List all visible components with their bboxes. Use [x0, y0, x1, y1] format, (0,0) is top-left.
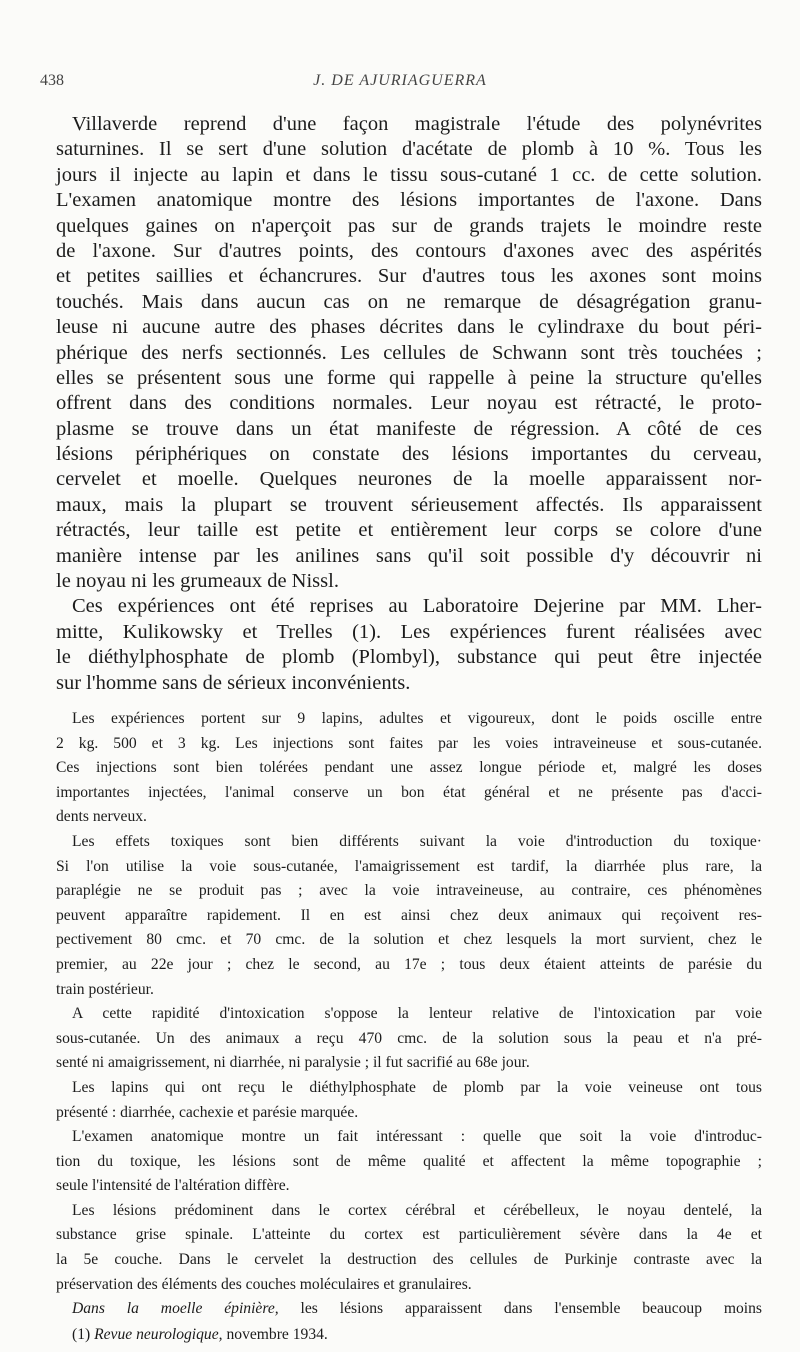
text-line: sous-cutanée. Un des animaux a reçu 470 cmc. de la solution sous la peau et n'a pré- [56, 1029, 762, 1047]
text-line: Les lésions prédominent dans le cortex cérébral et cérébelleux, le noyau dentelé, la [72, 1201, 762, 1219]
footnote [72, 1326, 328, 1344]
text-line: train postérieur. [56, 980, 154, 998]
text-line: de l'axone. Sur d'autres points, des contours d'axones avec des aspérités [56, 239, 762, 262]
text-line: Si l'on utilise la voie sous-cutanée, l'amaigrissement est tardif, la diarrhée plus rare, la [56, 857, 762, 875]
text-line: importantes injectées, l'animal conserve un bon état général et ne présente pas d'acci- [56, 783, 762, 801]
text-line: 2 kg. 500 et 3 kg. Les injections sont faites par les voies intraveineuse et sous-cutanée. [56, 734, 762, 752]
footnote-journal: Revue neurologique, [94, 1326, 223, 1343]
text-line: pectivement 80 cmc. et 70 cmc. de la solution et chez lesquels la mort survient, chez le [56, 931, 762, 949]
text-line: Les expériences portent sur 9 lapins, adultes et vigoureux, dont le poids oscille entre [72, 710, 762, 727]
text-line: cervelet et moelle. Quelques neurones de la moelle apparaissent nor- [56, 468, 762, 491]
footnote-date: novembre 1934. [226, 1326, 328, 1343]
main-text [56, 112, 762, 696]
text-line: elles se présentent sous une forme qui rappelle à peine la structure qu'elles [56, 366, 762, 389]
text-line: la 5e couche. Dans le cervelet la destruction des cellules de Purkinje contraste avec la [56, 1251, 762, 1269]
text-line: substance grise spinale. L'atteinte du cortex est particulièrement sévère dans la 4e et [56, 1226, 762, 1244]
text-line: Les lapins qui ont reçu le diéthylphosphate de plomb par la voie veineuse ont tous [72, 1078, 762, 1096]
text-line: plasme se trouve dans un état manifeste de régression. A côté de ces [56, 417, 762, 440]
text-line: mitte, Kulikowsky et Trelles (1). Les expériences furent réalisées avec [56, 620, 762, 643]
page-number: 438 [40, 72, 64, 89]
text-line: lésions périphériques on constate des lésions importantes du cerveau, [56, 443, 762, 466]
text-line: L'examen anatomique montre des lésions importantes de l'axone. Dans [56, 189, 762, 212]
text-line: phérique des nerfs sectionnés. Les cellules de Schwann sont très touchées ; [56, 341, 762, 364]
text-line: A cette rapidité d'intoxication s'oppose la lenteur relative de l'intoxication par voie [72, 1005, 762, 1023]
text-line: offrent dans des conditions normales. Leur noyau est rétracté, le proto- [56, 392, 762, 415]
text-line: préservation des éléments des couches moléculaires et granulaires. [56, 1275, 472, 1293]
text-line: Les effets toxiques sont bien différents suivant la voie d'introduction du toxique· [72, 832, 762, 850]
text-line: leuse ni aucune autre des phases décrites dans le cylindraxe du bout péri- [56, 316, 762, 339]
text-line: premier, au 22e jour ; chez le second, au 17e ; tous deux étaient atteints de parésie du [56, 955, 762, 973]
text-line: le noyau ni les grumeaux de Nissl. [56, 570, 339, 593]
text-line: présenté : diarrhée, cachexie et parésie marquée. [56, 1103, 359, 1121]
text-line: dents nerveux. [56, 808, 147, 826]
text-line: Ces injections sont bien tolérées pendant une assez longue période et, malgré les doses [56, 759, 762, 777]
line-text: les lésions apparaissent dans l'ensemble beaucoup moins [278, 1300, 763, 1318]
italic-lead: Dans la moelle épinière, [72, 1300, 279, 1318]
text-line: tion du toxique, les lésions sont de même qualité et affectent la même topographie ; [56, 1152, 762, 1170]
text-line: le diéthylphosphate de plomb (Plombyl), substance qui peut être injectée [56, 646, 762, 669]
text-line: L'examen anatomique montre un fait intéressant : quelle que soit la voie d'introduc- [72, 1128, 762, 1146]
text-line: peuvent apparaître rapidement. Il en est ainsi chez deux animaux qui reçoivent res- [56, 906, 762, 924]
text-line: senté ni amaigrissement, ni diarrhée, ni paralysie ; il fut sacrifié au 68e jour. [56, 1054, 530, 1072]
text-line: saturnines. Il se sert d'une solution d'acétate de plomb à 10 %. Tous les [56, 138, 762, 161]
text-line: Villaverde reprend d'une façon magistrale l'étude des polynévrites [72, 113, 762, 135]
text-line: paraplégie ne se produit pas ; avec la voie intraveineuse, au contraire, ces phénomènes [56, 882, 762, 900]
text-line: seule l'intensité de l'altération diffère. [56, 1177, 290, 1195]
text-line: manière intense par les anilines sans qu'il soit possible d'y découvrir ni [56, 544, 762, 567]
footnote-marker: (1) [72, 1326, 91, 1343]
text-line: maux, mais la plupart se trouvent sérieusement affectés. Ils apparaissent [56, 493, 762, 516]
small-print-text [56, 707, 762, 1322]
text-line: sur l'homme sans de sérieux inconvénients. [56, 671, 411, 694]
text-line: quelques gaines on n'aperçoit pas sur de grands trajets le moindre reste [56, 214, 762, 237]
text-line: et petites saillies et échancrures. Sur d'autres tous les axones sont moins [56, 265, 762, 288]
page-header [40, 72, 760, 96]
text-line: jours il injecte au lapin et dans le tissu sous-cutané 1 cc. de cette solution. [56, 163, 762, 186]
text-line [56, 1297, 762, 1322]
text-line: touchés. Mais dans aucun cas on ne remarque de désagrégation granu- [56, 290, 762, 313]
text-line: rétractés, leur taille est petite et entièrement leur corps se colore d'une [56, 519, 762, 542]
running-head: J. DE AJURIAGUERRA [313, 72, 487, 89]
text-line: Ces expériences ont été reprises au Laboratoire Dejerine par MM. Lher- [72, 595, 762, 618]
